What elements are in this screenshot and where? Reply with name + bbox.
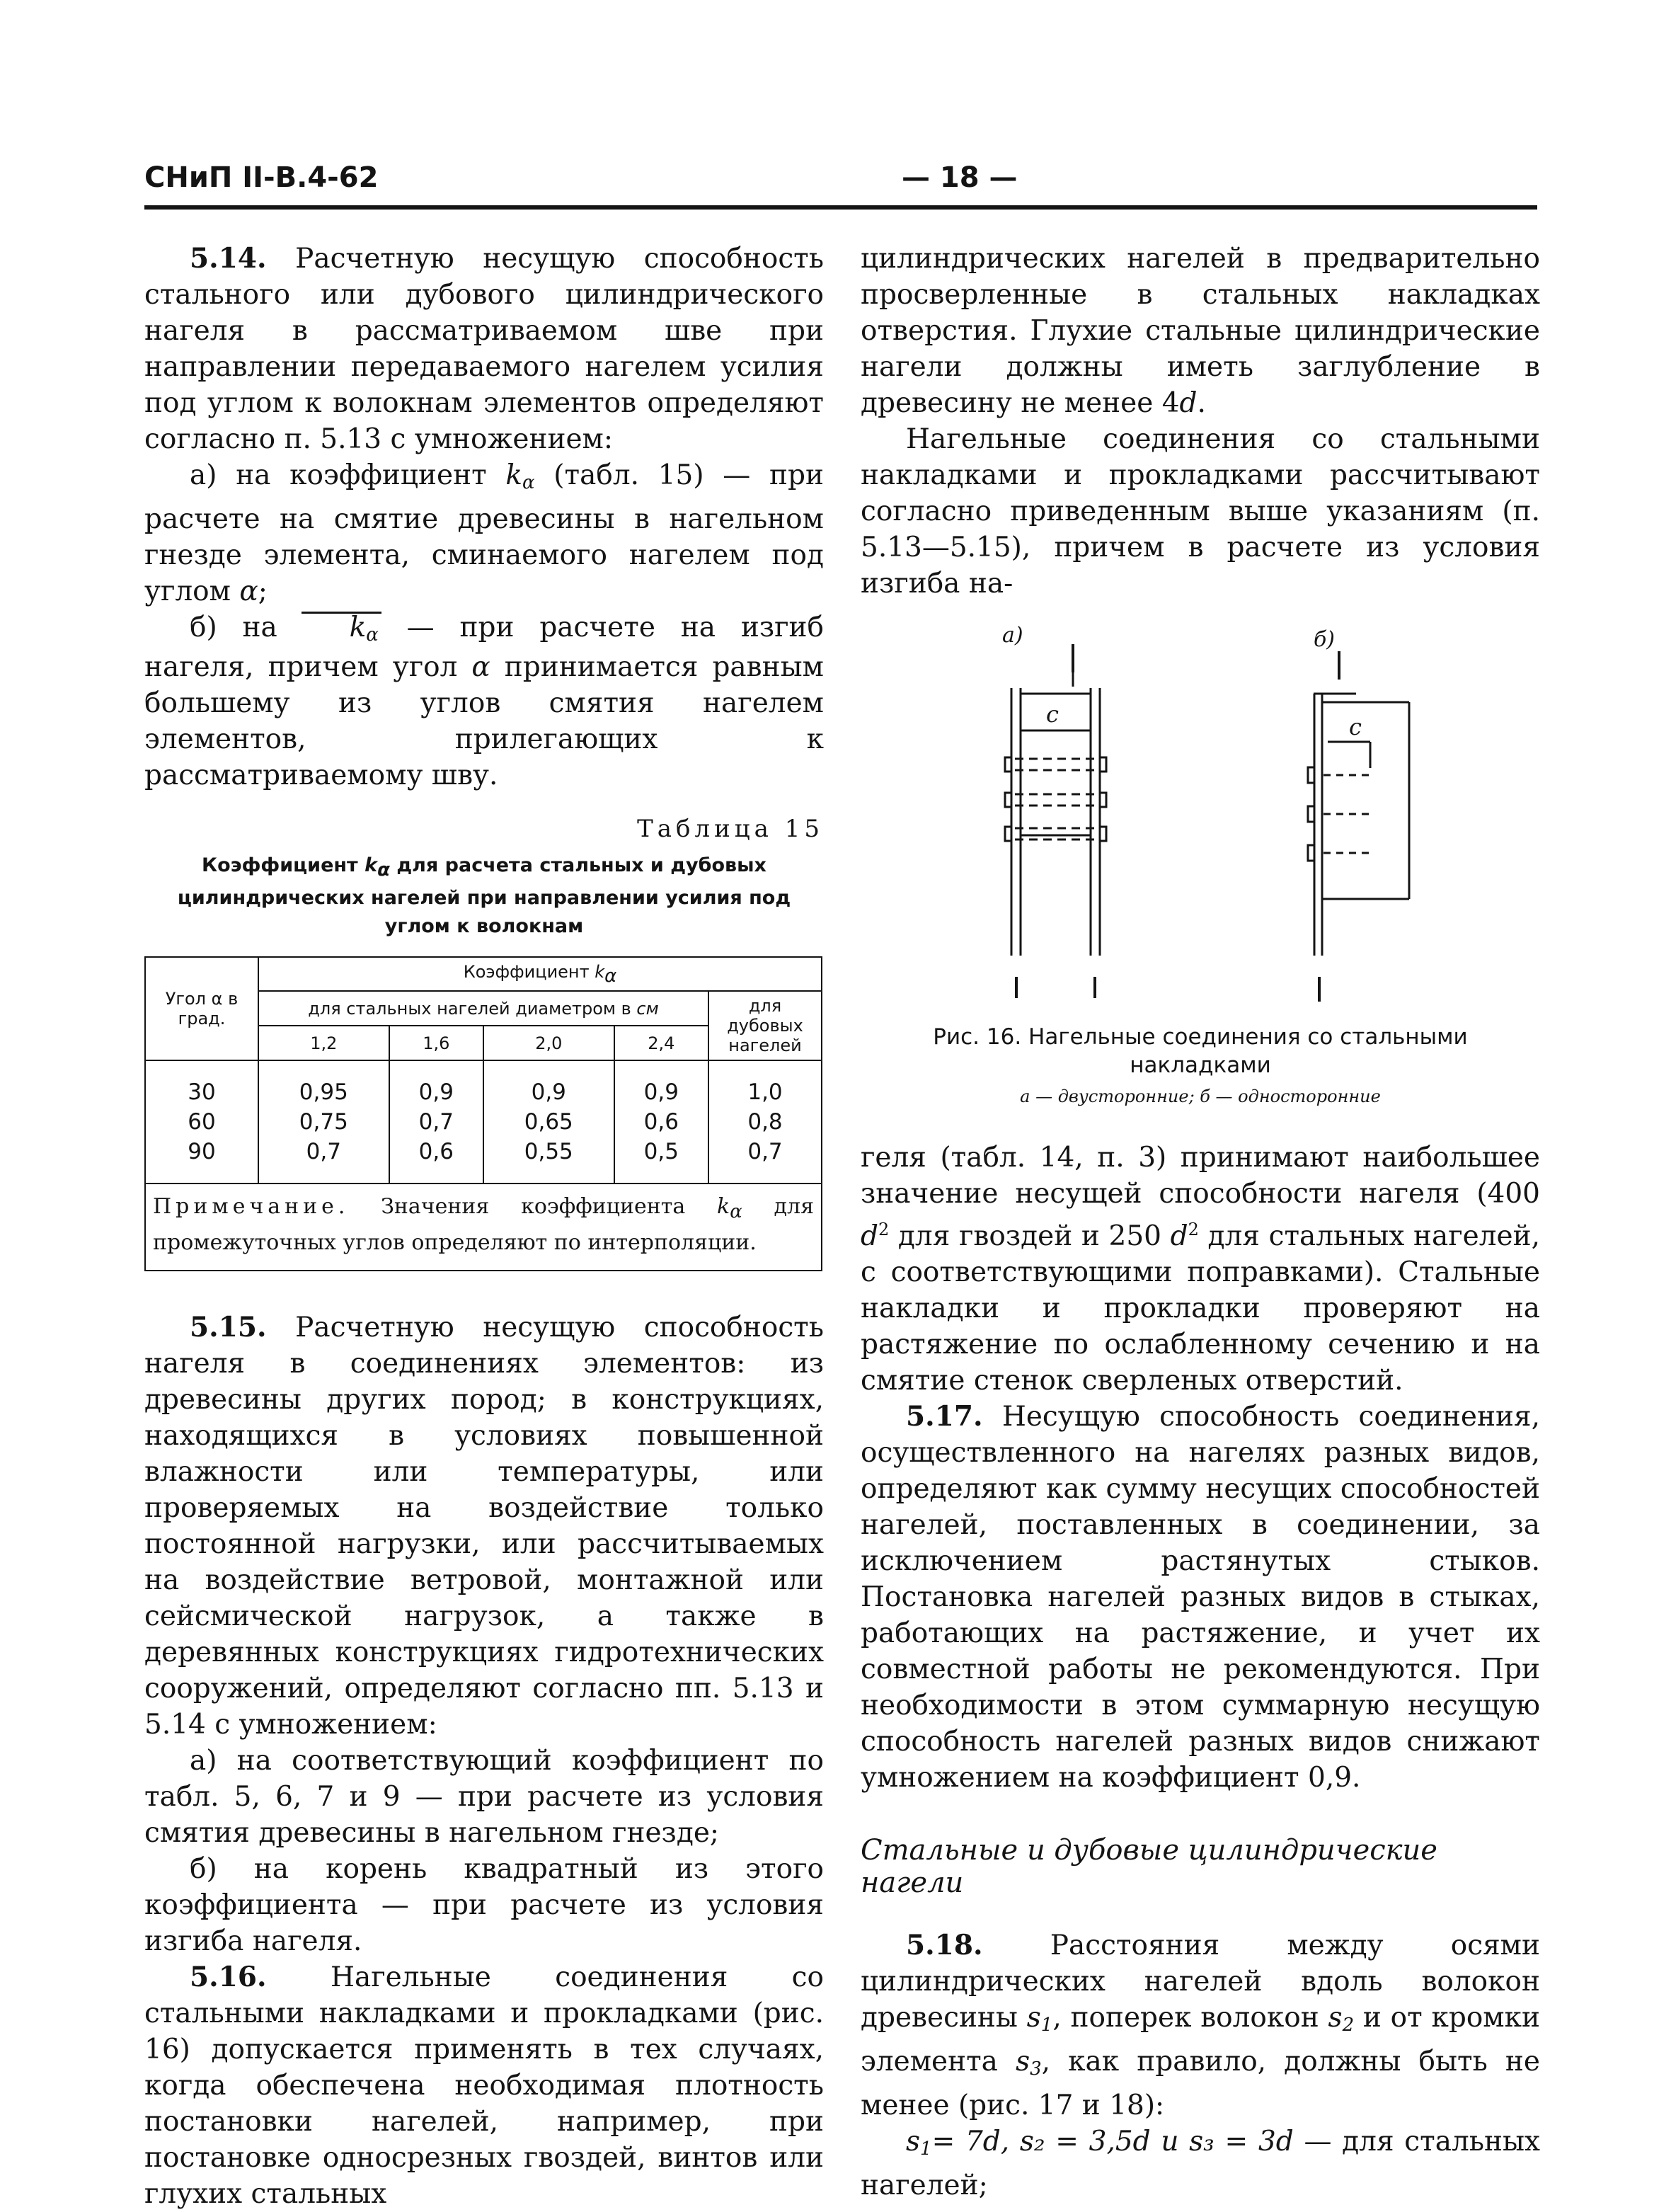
item-a [144,457,824,609]
paragraph-continuation [861,241,1540,421]
clause-number: 5.14. [190,242,267,275]
coefficient-table [144,956,822,1271]
clause-number: 5.15. [190,1311,267,1343]
paragraph-text: для гвоздей и 250 [889,1220,1171,1252]
item-text: а) на коэффициент [190,459,506,491]
figure-label-b: б) [1314,627,1336,652]
symbol-k: k [595,962,605,982]
table-note-row [145,1184,822,1271]
dimension-label-b: с [1349,714,1362,740]
symbol-alpha: α [366,624,379,646]
header-diameter: 2,4 [614,1026,708,1060]
paragraph-text: и от кромки элемента [861,2002,1540,2078]
paragraph-5-18 [861,1927,1540,2124]
symbol-alpha: α [239,575,258,607]
header-coefficient [258,957,822,991]
item-text: ; [258,575,268,607]
header-diameter: 1,6 [389,1026,483,1060]
section-title: Стальные и дубовые цилиндрические нагели [861,1834,1437,1899]
table-cell: 0,7 [389,1107,483,1137]
symbol-alpha: α [604,965,617,987]
table-header-row [145,957,822,991]
item-text: принимается равным большему из углов смятия нагелем элементов, прилегающих к рассматриваемому шву. [144,651,824,791]
sqrt-symbol [302,612,381,649]
superscript: 2 [1188,1220,1199,1239]
figure-caption-block [861,1023,1540,1106]
note-label: Примечание. [153,1194,350,1219]
symbol-s: s [1328,2002,1343,2034]
header-angle: Угол α в град. [145,957,258,1060]
table-row [145,1060,822,1107]
table-row [145,1137,822,1184]
item-b: б) на корень квадратный из этого коэффициента — при расчете из условия изгиба нагеля. [144,1853,824,1957]
paragraph-text: . [1197,387,1206,419]
joint-drawing [861,623,1540,1019]
caption-text: для расчета стальных и дубовых цилиндрических нагелей при направлении усилия под углом к волокнам [177,854,791,937]
item-text: б) на [190,612,303,643]
paragraph-5-17 [861,1399,1540,1796]
formula-text: — для стальных нагелей; [861,2126,1540,2201]
paragraph: Нагельные соединения со стальными накладками и прокладками рассчитывают согласно приведенным выше указаниям (п. 5.13—5.15), причем в расчете из условия изгиба на- [861,423,1540,600]
spacer [861,1111,1540,1140]
table-cell: 1,0 [708,1060,822,1107]
table-note [145,1184,822,1271]
table-cell: 0,8 [708,1107,822,1137]
subscript: 3 [1030,2058,1042,2080]
table-cell: 0,9 [389,1060,483,1107]
subscript: 1 [1040,2015,1053,2036]
paragraph-text: для стальных нагелей, с соответствующими поправками). Стальные накладки и прокладки проверяют на растяжение по ослабленному сечению и на смятие стенок сверленых отверстий. [861,1220,1540,1397]
paragraph-text: , поперек волокон [1052,2002,1328,2034]
symbol-k: k [349,612,367,643]
clause-number: 5.16. [190,1961,267,1993]
symbol-k: k [717,1194,730,1219]
symbol-s: s [1026,2002,1041,2034]
table-cell: 0,9 [614,1060,708,1107]
paragraph-continuation [861,1140,1540,1399]
paragraph-5-15 [144,1310,824,1743]
dimension-label-a: с [1046,701,1059,728]
table-cell: 0,6 [389,1137,483,1184]
paragraph-text: Расстояния между осями цилиндрических нагелей вдоль волокон древесины [861,1930,1540,2034]
paragraph-text: Несущую способность соединения, осуществленного на нагелях разных видов, определяют как сумму несущих способностей нагелей, поставленных в соединении, за исключением растянутых стыков. Постановка нагелей разных видов в стыках, работающих на растяжение, и учет их совместной работы не рекомендуются. При необходимости в этом суммарную несущую способность нагелей разных видов снижают умножением на коэффициент 0,9. [861,1401,1541,1794]
paragraph-text: Расчетную несущую способность нагеля в соединениях элементов: из древесины других пород; в конструкциях, находящихся в условиях повышенной влажности или температуры, или проверяемых на воздействие только постоянной нагрузки, или рассчитываемых на воздействие ветровой, монтажной или сейсмической нагрузок, а также в деревянных конструкциях гидротехнических сооружений, определяют согласно пп. 5.13 и 5.14 с умножением: [144,1312,824,1741]
symbol-k: k [505,459,523,491]
table-caption [144,852,824,941]
table-cell: 0,65 [483,1107,614,1137]
formula-line [861,2124,1540,2204]
right-column [861,241,1540,2204]
symbol-s: s [1016,2046,1030,2078]
symbol-alpha: α [730,1201,742,1222]
symbol-d: d [861,1220,878,1252]
header-diameter: 2,0 [483,1026,614,1060]
item-b [144,609,824,793]
clause-number: 5.18. [906,1929,983,1961]
item-text: — при расчете на изгиб нагеля, причем угол [144,612,825,683]
table-cell: 0,95 [258,1060,389,1107]
subscript: 1 [920,2138,932,2160]
clause-number: 5.17. [906,1400,983,1433]
figure-legend: а — двусторонние; б — односторонние [1020,1087,1381,1106]
paragraph-text: геля (табл. 14, п. 3) принимают наибольшее значение несущей способности нагеля (400 [861,1142,1540,1210]
header-text: для стальных нагелей диаметром в [308,998,637,1019]
header-rule [144,205,1537,210]
table-cell: 0,7 [258,1137,389,1184]
cell-angle: 60 [145,1107,258,1137]
header-steel [258,991,708,1026]
paragraph-text: цилиндрических нагелей в предварительно просверленные в стальных накладках отверстия. Глухие стальные цилиндрические нагели должны иметь заглубление в древесину не менее 4 [861,243,1540,419]
header-diameter: 1,2 [258,1026,389,1060]
table-cell: 0,75 [258,1107,389,1137]
page-number: — 18 — [902,161,1018,194]
symbol-k: k [364,854,378,876]
item-a: а) на соответствующий коэффициент по табл. 5, 6, 7 и 9 — при расчете из условия смятия древесины в нагельном гнезде; [144,1745,824,1849]
symbol-d: d [1170,1220,1188,1252]
caption-text: Коэффициент [202,854,365,876]
symbol-s: s [906,2126,921,2157]
left-column [144,241,824,2212]
table-cell: 0,7 [708,1137,822,1184]
table-cell: 0,5 [614,1137,708,1184]
note-text: для промежуточных углов определяют по интерполяции. [153,1194,814,1255]
superscript: 2 [878,1220,890,1239]
paragraph-text: Нагельные соединения со стальными накладками и прокладками (рис. 16) допускается применять в тех случаях, когда обеспечена необходимая плотность постановки нагелей, например, при постановке односрезных гвоздей, винтов или глухих стальных [144,1961,824,2210]
table-cell: 0,6 [614,1107,708,1137]
figure-16 [861,623,1540,1111]
table-cell: 0,9 [483,1060,614,1107]
item-text: (табл. 15) — при расчете на смятие древесины в нагельном гнезде элемента, сминаемого нагелем под углом [144,459,824,607]
table-cell: 0,55 [483,1137,614,1184]
paragraph-5-14 [144,241,824,457]
paragraph-text: , как правило, должны быть не менее (рис. 17 и 18): [861,2046,1540,2121]
figure-label-a: а) [1002,623,1023,648]
cell-angle: 30 [145,1060,258,1107]
note-text: Значения коэффициента [349,1194,717,1219]
symbol-d: d [1179,387,1198,419]
cell-angle: 90 [145,1137,258,1184]
header-unit: см [636,998,659,1019]
paragraph-5-16 [144,1959,824,2212]
header-text: Коэффициент [463,962,595,982]
formula: = 7d, s₂ = 3,5d и s₃ = 3d [931,2126,1294,2157]
figure-caption: Рис. 16. Нагельные соединения со стальными накладками [933,1024,1468,1078]
symbol-alpha: α [522,472,535,493]
symbol-alpha: α [471,651,490,683]
subscript: 2 [1342,2015,1355,2036]
table-label: Таблица 15 [637,815,824,843]
header-oak: для дубовых нагелей [708,991,822,1060]
document-code: СНиП II-В.4-62 [144,161,379,194]
symbol-alpha: α [377,859,390,881]
table-row [145,1107,822,1137]
page-header [144,161,1537,207]
spacer [144,1271,824,1310]
paragraph-text: Расчетную несущую способность стального или дубового цилиндрического нагеля в рассматриваемом шве при направлении передаваемого нагелем усилия под углом к волокнам элементов определяют согласно п. 5.13 с умножением: [144,243,824,455]
